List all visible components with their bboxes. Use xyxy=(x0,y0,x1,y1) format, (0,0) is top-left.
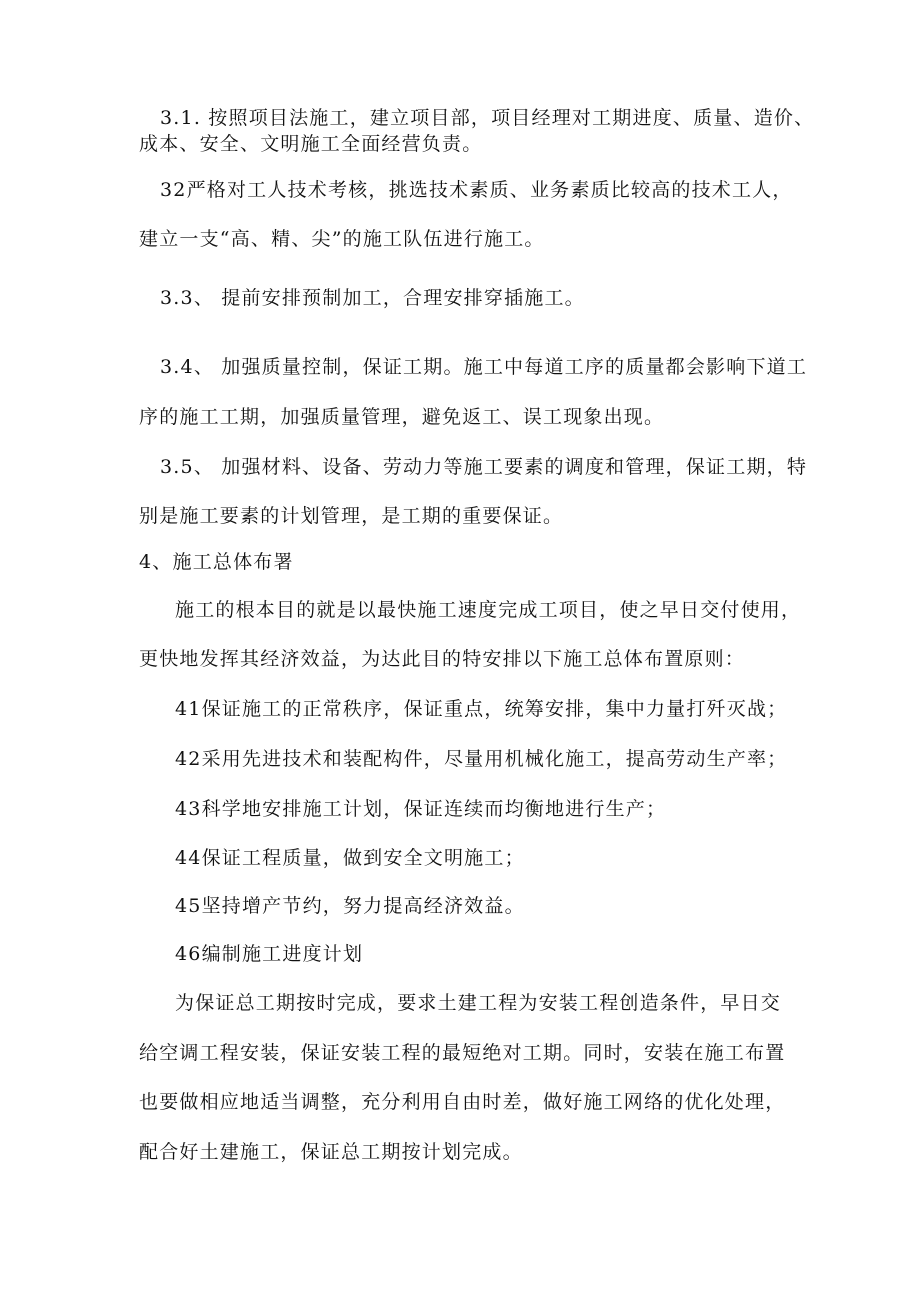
list-item: 42采用先进技术和装配构件，尽量用机械化施工，提高劳动生产率； xyxy=(175,748,788,770)
text-line: 3.5、 加强材料、设备、劳动力等施工要素的调度和管理，保证工期，特 xyxy=(160,456,808,478)
list-item: 43科学地安排施工计划，保证连续而均衡地进行生产； xyxy=(175,798,667,820)
text-line: 序的施工工期，加强质量管理，避免返工、误工现象出现。 xyxy=(139,406,665,428)
list-item: 45坚持增产节约，努力提高经济效益。 xyxy=(175,895,525,917)
text-line: 为保证总工期按时完成，要求土建工程为安装工程创造条件，早日交 xyxy=(175,992,782,1014)
text-line: 3.3、 提前安排预制加工，合理安排穿插施工。 xyxy=(160,287,585,309)
section-heading: 4、施工总体布署 xyxy=(139,551,294,573)
text-line: 成本、安全、文明施工全面经营负责。 xyxy=(139,133,483,155)
text-line: 更快地发挥其经济效益，为达此目的特安排以下施工总体布置原则： xyxy=(139,648,746,670)
text-line: 建立一支“高、精、尖”的施工队伍进行施工。 xyxy=(139,228,545,250)
text-line: 3.1. 按照项目法施工，建立项目部，项目经理对工期进度、质量、造价、 xyxy=(160,107,815,129)
text-line: 配合好土建施工，保证总工期按计划完成。 xyxy=(139,1141,523,1163)
list-item: 41保证施工的正常秩序，保证重点，统筹安排，集中力量打歼灭战； xyxy=(175,698,788,720)
text-line: 施工的根本目的就是以最快施工速度完成工项目，使之早日交付使用， xyxy=(175,599,802,621)
text-line: 也要做相应地适当调整，充分利用自由时差，做好施工网络的优化处理， xyxy=(139,1091,786,1113)
list-item: 46编制施工进度计划 xyxy=(175,943,364,965)
text-line: 给空调工程安装，保证安装工程的最短绝对工期。同时，安装在施工布置 xyxy=(139,1042,786,1064)
text-line: 3.4、 加强质量控制，保证工期。施工中每道工序的质量都会影响下道工 xyxy=(160,356,808,378)
text-line: 32严格对工人技术考核，挑选技术素质、业务素质比较高的技术工人， xyxy=(160,179,793,201)
list-item: 44保证工程质量，做到安全文明施工； xyxy=(175,847,525,869)
text-line: 别是施工要素的计划管理，是工期的重要保证。 xyxy=(139,505,564,527)
